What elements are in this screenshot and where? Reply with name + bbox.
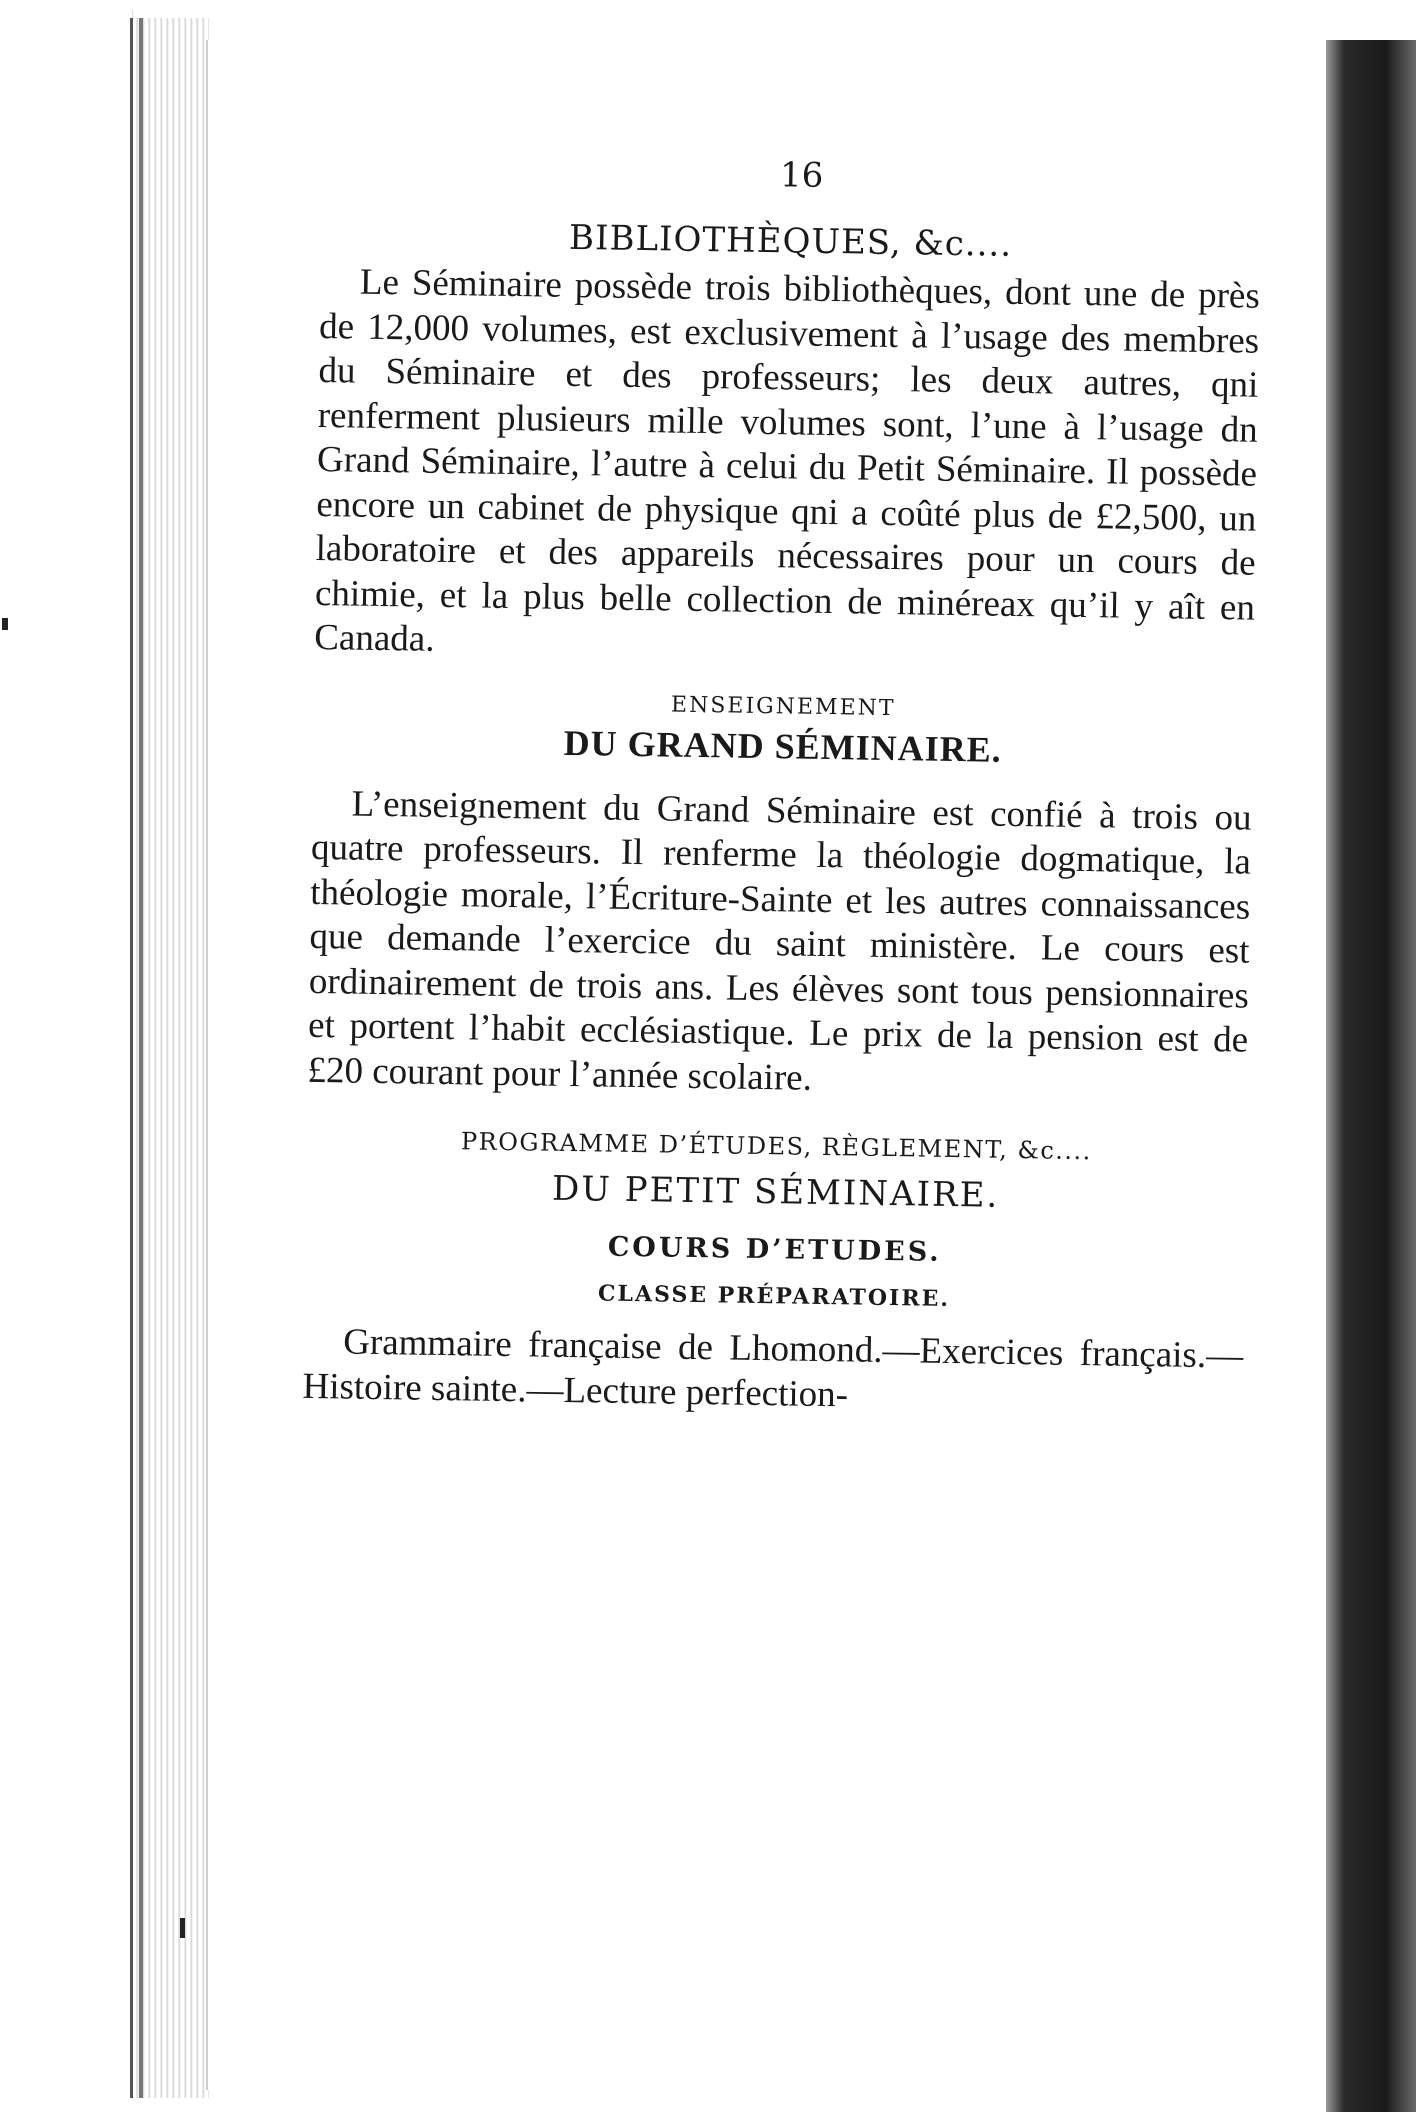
- heading-cours-etudes: COURS D’ETUDES.: [607, 1231, 942, 1268]
- heading-petit-seminaire: DU PETIT SÉMINAIRE.: [551, 1168, 1000, 1216]
- heading-classe-preparatoire: CLASSE PRÉPARATOIRE.: [597, 1280, 951, 1313]
- scan-speck: [2, 618, 8, 630]
- page-number: 16: [779, 155, 824, 196]
- heading-bibliotheques: BIBLIOTHÈQUES, &c....: [568, 217, 1013, 265]
- label-programme: PROGRAMME D’ÉTUDES, RÈGLEMENT, &c....: [460, 1127, 1092, 1166]
- page-content: [302, 148, 1262, 1424]
- stacked-page-edges: [130, 18, 209, 2098]
- heading-grand-seminaire: DU GRAND SÉMINAIRE.: [563, 722, 1002, 770]
- paragraph-classe-preparatoire: Grammaire française de Lhomond.—Exercices français.—Histoire sainte.—Lecture perfection-: [302, 1321, 1244, 1415]
- scan-speck: [180, 1918, 185, 1938]
- paragraph-grand-seminaire: L’enseignement du Grand Séminaire est confié à trois ou quatre professeurs. Il renferme la théologie dogmatique, la théologie morale, l’Écriture-Sainte et les autres connaissances que demande l’exercice du saint ministère. Le cours est ordinairement de trois ans. Les élèves sont tous pensionnaires et portent l’habit ecclésiastique. Le prix de la pension est de £20 courant pour l’année scolaire.: [307, 783, 1252, 1099]
- scanner-border: [1326, 40, 1416, 2112]
- paragraph-bibliotheques: Le Séminaire possède trois bibliothèques, dont une de près de 12,000 volumes, est exclusivement à l’usage des membres du Séminaire et des professeurs; les deux autres, qni renferment plusieurs mille volumes sont, l’une à l’usage dn Grand Séminaire, l’autre à celui du Petit Séminaire. Il possède encore un cabinet de physique qni a coûté plus de £2,500, un laboratoire et des appareils nécessaires pour un cours de chimie, et la plus belle collection de minéreax qu’il y aît en Canada.: [313, 261, 1261, 660]
- label-enseignement: ENSEIGNEMENT: [670, 692, 896, 721]
- outer-page-edge: [60, 10, 133, 2100]
